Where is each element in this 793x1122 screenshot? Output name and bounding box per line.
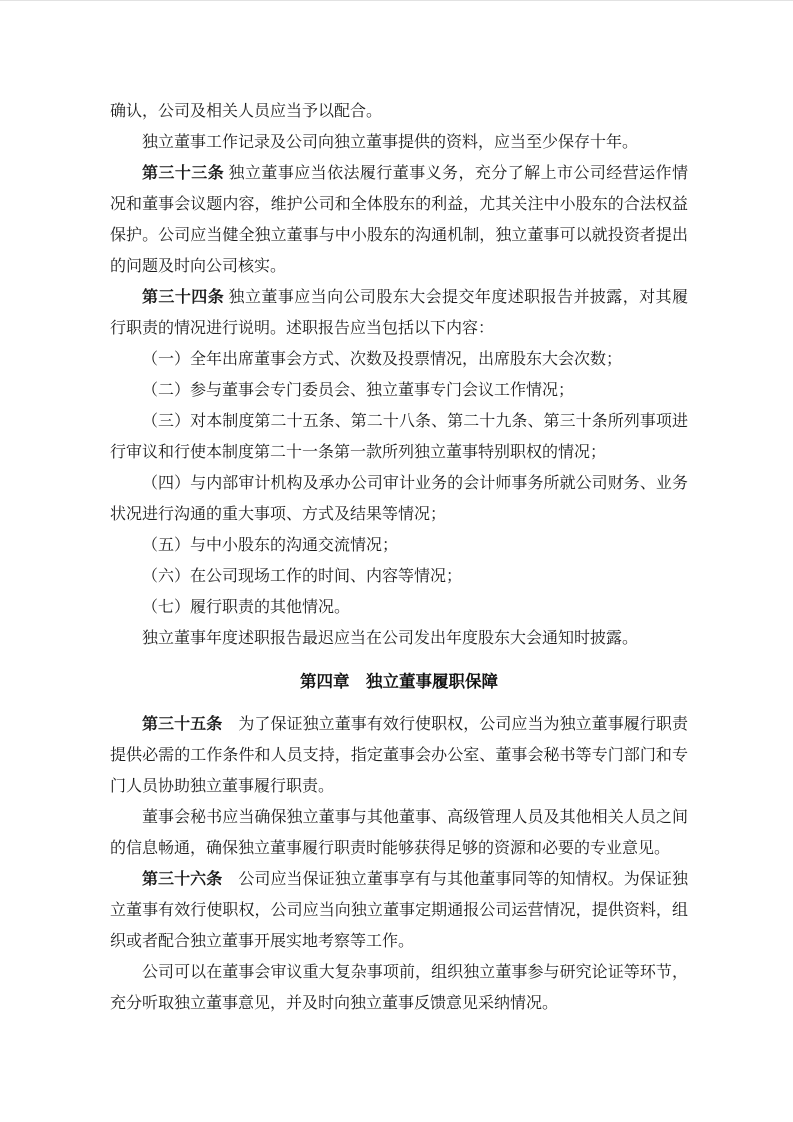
chapter-heading: 第四章 独立董事履职保障 (300, 672, 498, 691)
article-number: 第三十五条 (142, 716, 223, 733)
paragraph-text: （四）与内部审计机构及承办公司审计业务的会计师事务所就公司财务、业务状况进行沟通的重大事项、方式及结果等情况； (110, 475, 688, 523)
paragraph-text: 董事会秘书应当确保独立董事与其他董事、高级管理人员及其他相关人员之间的信息畅通，确保独立董事履行职责时能够获得足够的资源和必要的专业意见。 (110, 809, 688, 857)
paragraph-text: 独立董事应当向公司股东大会提交年度述职报告并披露，对其履行职责的情况进行说明。述职报告应当包括以下内容： (110, 289, 688, 337)
list-item (110, 530, 688, 561)
paragraph-text: 为了保证独立董事有效行使职权，公司应当为独立董事履行职责提供必需的工作条件和人员支持，指定董事会办公室、董事会秘书等专门部门和专门人员协助独立董事履行职责。 (110, 716, 688, 795)
paragraph-text: （五）与中小股东的沟通交流情况； (142, 537, 399, 554)
paragraph (110, 957, 688, 1019)
list-item (110, 592, 688, 623)
paragraph-text: （七）履行职责的其他情况。 (142, 599, 351, 616)
article-number: 第三十三条 (142, 165, 225, 182)
list-item (110, 406, 688, 468)
paragraph (110, 96, 688, 127)
paragraph-text: （二）参与董事会专门委员会、独立董事专门会议工作情况； (142, 382, 575, 399)
paragraph-text: 公司可以在董事会审议重大复杂事项前，组织独立董事参与研究论证等环节，充分听取独立董事意见，并及时向独立董事反馈意见采纳情况。 (110, 964, 688, 1012)
paragraph-text: 公司应当保证独立董事享有与其他董事同等的知情权。为保证独立董事有效行使职权，公司应当向独立董事定期通报公司运营情况，提供资料，组织或者配合独立董事开展实地考察等工作。 (110, 871, 688, 950)
paragraph-text: （三）对本制度第二十五条、第二十八条、第二十九条、第三十条所列事项进行审议和行使本制度第二十一条第一款所列独立董事特别职权的情况； (110, 413, 688, 461)
article-number: 第三十四条 (142, 289, 225, 306)
paragraph-text: 确认，公司及相关人员应当予以配合。 (110, 103, 383, 120)
paragraph-text: 独立董事应当依法履行董事义务，充分了解上市公司经营运作情况和董事会议题内容，维护公司和全体股东的利益，尤其关注中小股东的合法权益保护。公司应当健全独立董事与中小股东的沟通机制，独立董事可以就投资者提出的问题及时向公司核实。 (110, 165, 688, 275)
paragraph (110, 623, 688, 654)
paragraph-text: 独立董事工作记录及公司向独立董事提供的资料，应当至少保存十年。 (142, 134, 639, 151)
list-item (110, 344, 688, 375)
list-item (110, 375, 688, 406)
paragraph-text: （六）在公司现场工作的时间、内容等情况； (142, 568, 463, 585)
paragraph (110, 802, 688, 864)
paragraph (110, 282, 688, 344)
list-item (110, 468, 688, 530)
paragraph-text: （一）全年出席董事会方式、次数及投票情况，出席股东大会次数； (142, 351, 623, 368)
paragraph-text: 独立董事年度述职报告最迟应当在公司发出年度股东大会通知时披露。 (142, 630, 639, 647)
paragraph (110, 158, 688, 282)
article-number: 第三十六条 (142, 871, 223, 888)
list-item (110, 561, 688, 592)
paragraph (110, 709, 688, 802)
paragraph (110, 127, 688, 158)
paragraph (110, 864, 688, 957)
